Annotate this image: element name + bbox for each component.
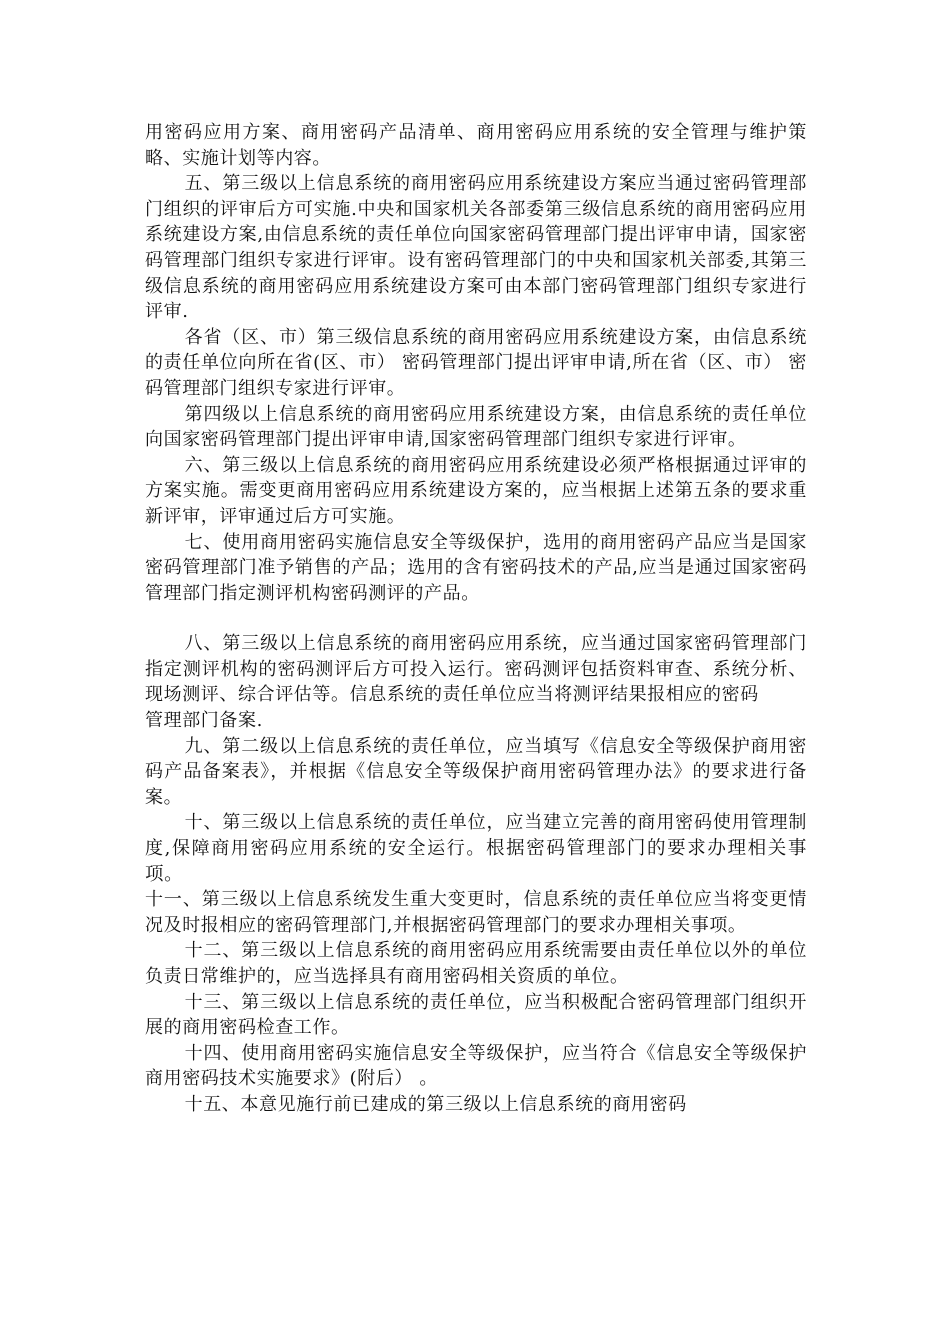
paragraph-article-11: 十一、第三级以上信息系统发生重大变更时，信息系统的责任单位应当将变更情况及时报相应的密码管理部门,并根据密码管理部门的要求办理相关事项。 [145, 889, 807, 936]
paragraph-article-5-provinces: 各省（区、市）第三级信息系统的商用密码应用系统建设方案，由信息系统的责任单位向所在省(区、市） 密码管理部门提出评审申请,所在省（区、市） 密码管理部门组织专家进行评审。 [145, 326, 807, 399]
paragraph-article-10-heavy-text: 根据密码管理部门的要求办理相关事项。 [145, 838, 807, 885]
paragraph-article-15: 十五、本意见施行前已建成的第三级以上信息系统的商用密码 [184, 1093, 687, 1115]
paragraph-article-12: 十二、第三级以上信息系统的商用密码应用系统需要由责任单位以外的单位负责日常维护的，应当选择具有商用密码相关资质的单位。 [145, 940, 807, 987]
paragraph-article-8: 八、第三级以上信息系统的商用密码应用系统，应当通过国家密码管理部门指定测评机构的密码测评后方可投入运行。密码测评包括资料审查、系统分析、现场测评、综合评估等。信息系统的责任单位应当将测评结果报相应的密码 [145, 633, 807, 706]
paragraph-article-6: 六、第三级以上信息系统的商用密码应用系统建设必须严格根据通过评审的方案实施。需变更商用密码应用系统建设方案的，应当根据上述第五条的要求重新评审，评审通过后方可实施。 [145, 454, 807, 527]
paragraph-article-10-text: 十、第三级以上信息系统的责任单位，应当建立完善的商用密码使用管理制度,保障商用密码应用系统的安全运行。 [145, 812, 807, 860]
paragraph-article-5: 五、第三级以上信息系统的商用密码应用系统建设方案应当通过密码管理部门组织的评审后方可实施.中央和国家机关各部委第三级信息系统的商用密码应用系统建设方案,由信息系统的责任单位向国家密码管理部门提出评审申请，国家密码管理部门组织专家进行评审。设有密码管理部门的中央和国家机关部委,其第三级信息系统的商用密码应用系统建设方案可由本部门密码管理部门组织专家进行评审. [145, 173, 807, 323]
paragraph-article-5-level-4: 第四级以上信息系统的商用密码应用系统建设方案，由信息系统的责任单位向国家密码管理部门提出评审申请,国家密码管理部门组织专家进行评审。 [145, 403, 807, 451]
paragraph-continuation-scope: 用密码应用方案、商用密码产品清单、商用密码应用系统的安全管理与维护策略、实施计划等内容。 [145, 122, 807, 169]
document-page [145, 120, 807, 1118]
paragraph-article-9: 九、第二级以上信息系统的责任单位，应当填写《信息安全等级保护商用密码产品备案表》，并根据《信息安全等级保护商用密码管理办法》的要求进行备案。 [145, 735, 807, 808]
paragraph-article-8-end: 管理部门备案. [145, 710, 263, 732]
paragraph-article-13: 十三、第三级以上信息系统的责任单位，应当积极配合密码管理部门组织开展的商用密码检查工作。 [145, 991, 807, 1039]
paragraph-article-7: 七、使用商用密码实施信息安全等级保护，选用的商用密码产品应当是国家密码管理部门准予销售的产品；选用的含有密码技术的产品,应当是通过国家密码管理部门指定测评机构密码测评的产品。 [145, 531, 807, 604]
paragraph-article-10 [145, 810, 807, 887]
paragraph-article-14: 十四、使用商用密码实施信息安全等级保护，应当符合《信息安全等级保护商用密码技术实施要求》(附后） 。 [145, 1042, 807, 1090]
